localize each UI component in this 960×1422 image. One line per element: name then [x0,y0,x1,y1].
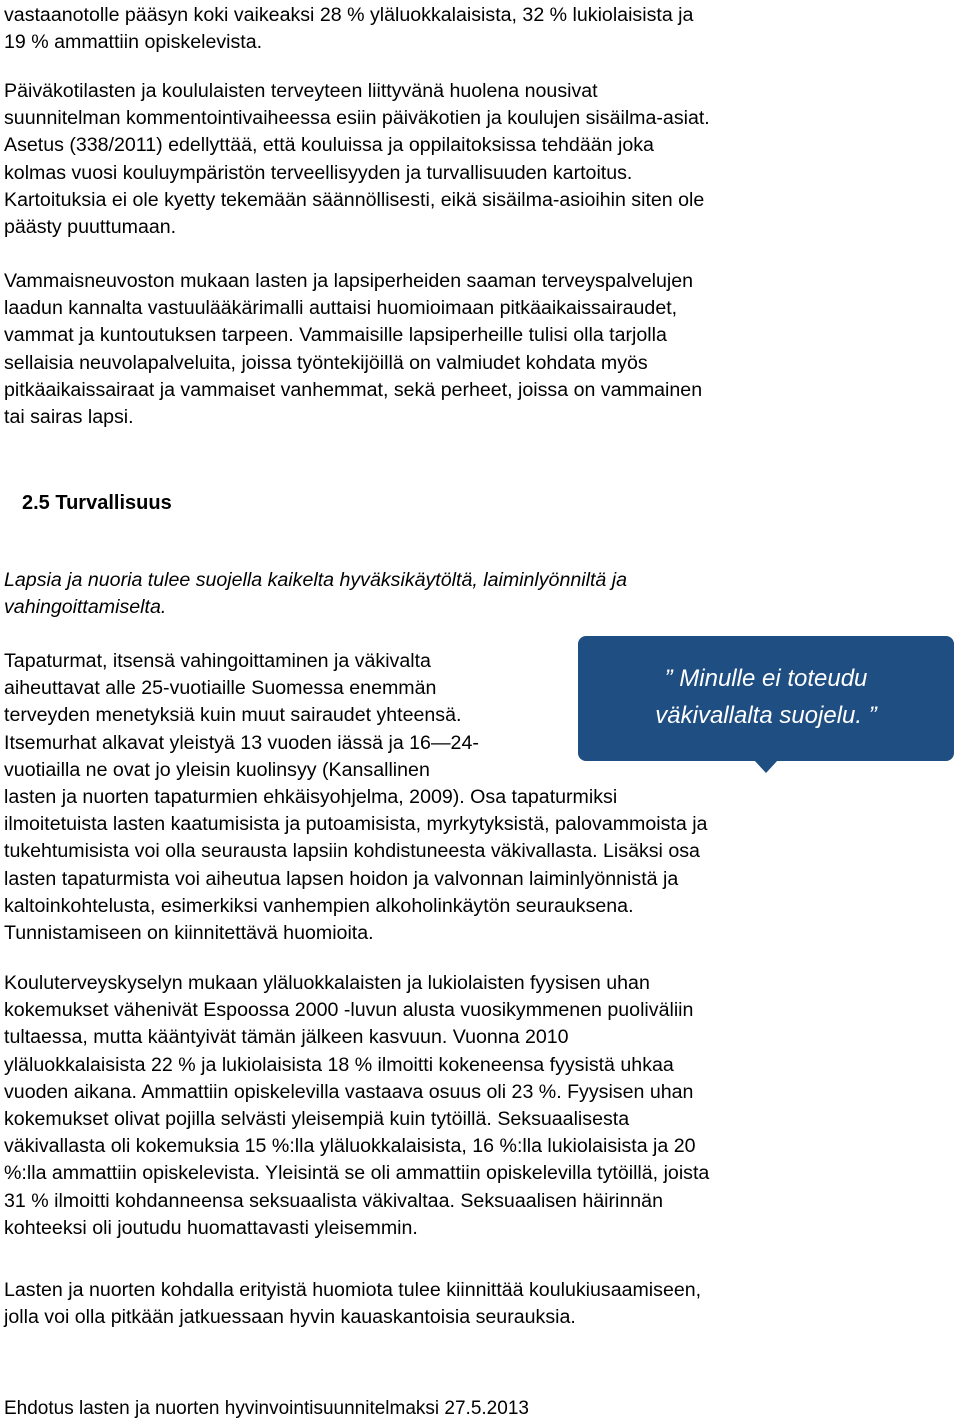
text-line: Tunnistamiseen on kiinnitettävä huomioita. [4,922,374,945]
text-line: päästy puuttumaan. [4,216,177,239]
text-line: ilmoitetuista lasten kaatumisista ja putoamisista, myrkytyksistä, palovammoista ja [4,813,708,836]
section-lead [4,567,627,621]
text-line: tukehtumisista voi olla seurausta lapsiin kohdistuneesta väkivallasta. Lisäksi osa [4,840,700,863]
text-line: vahingoittamiselta. [4,596,167,619]
text-line: suunnitelman kommentointivaiheessa esiin päiväkotien ja koulujen sisäilma-asiat. [4,107,710,130]
text-line: jolla voi olla pitkään jatkuessaan hyvin kauaskantoisia seurauksia. [4,1306,576,1329]
text-line: vammat ja kuntoutuksen tarpeen. Vammaisille lapsiperheille tulisi olla tarjolla [4,324,667,347]
paragraph-indoor-air [4,78,710,241]
text-line: kaltoinkohtelusta, esimerkiksi vanhempien alkoholinkäytön seurauksena. [4,894,634,917]
text-line: vuotiailla ne ovat jo yleisin kuolinsyy (Kansallinen [4,758,430,781]
text-line: Asetus (338/2011) edellyttää, että kouluissa ja oppilaitoksissa tehdään joka [4,134,654,157]
text-line: Kouluterveyskyselyn mukaan yläluokkalaisten ja lukiolaisten fyysisen uhan [4,972,650,994]
text-line: vastaanotolle pääsyn koki vaikeaksi 28 % yläluokkalaisista, 32 % lukiolaisista ja [4,4,694,26]
paragraph-disability-council [4,268,702,431]
text-line: sellaisia neuvolapalveluita, joissa työntekijöillä on valmiudet kohdata myös [4,351,648,374]
text-line: tai sairas lapsi. [4,406,134,429]
paragraph-bullying [4,1277,701,1331]
text-line: aiheuttavat alle 25-vuotiaille Suomessa enemmän [4,677,437,700]
text-line: kokemukset olivat pojilla selvästi yleisempiä kuin tytöillä. Seksuaalisesta [4,1108,630,1131]
text-line: Itsemurhat alkavat yleistyä 13 vuoden iässä ja 16—24- [4,731,479,754]
text-line: tultaessa, mutta kääntyivät tämän jälkeen kasvuun. Vuonna 2010 [4,1026,569,1049]
text-line: vuoden aikana. Ammattiin opiskelevilla vastaava osuus oli 23 %. Fyysisen uhan [4,1080,694,1103]
text-line: lasten ja nuorten tapaturmien ehkäisyohjelma, 2009). Osa tapaturmiksi [4,786,618,809]
text-line: 31 % ilmoitti kohdanneensa seksuaalista väkivaltaa. Seksuaalisen häirinnän [4,1189,663,1212]
text-line: 19 % ammattiin opiskelevista. [4,31,263,54]
text-line: Lasten ja nuorten kohdalla erityistä huomiota tulee kiinnittää koulukiusaamiseen, [4,1279,702,1301]
text-line: pitkäaikaissairaat ja vammaiset vanhemmat, sekä perheet, joissa on vammainen [4,378,703,401]
text-line: %:lla ammattiin opiskelevista. Yleisintä se oli ammattiin opiskelevilla tytöillä, joista [4,1162,710,1185]
text-line: terveyden menetyksiä kuin muut sairaudet yhteensä. [4,704,462,727]
text-line: kolmas vuosi kouluympäristön terveellisyyden ja turvallisuuden kartoitus. [4,161,633,184]
text-line: lasten tapaturmista voi aiheutua lapsen hoidon ja valvonnan laiminlyönnistä ja [4,867,679,890]
text-line: Vammaisneuvoston mukaan lasten ja lapsiperheiden saaman terveyspalvelujen [4,270,694,292]
page-footer: Ehdotus lasten ja nuorten hyvinvointisuunnitelmaksi 27.5.2013 [4,1398,529,1419]
text-line: kokemukset vähenivät Espoossa 2000 -luvun alusta vuosikymmenen puoliväliin [4,999,694,1022]
text-line: kohteeksi oli joutudu huomattavasti yleisemmin. [4,1216,418,1239]
text-line: Päiväkotilasten ja koululaisten terveyteen liittyvänä huolena nousivat [4,80,598,102]
text-line: Lapsia ja nuoria tulee suojella kaikelta hyväksikäytöltä, laiminlyönniltä ja [4,569,627,591]
section-heading: 2.5 Turvallisuus [22,492,172,514]
text-line: yläluokkalaisista 22 % ja lukiolaisista 18 % ilmoitti kokeneensa fyysistä uhkaa [4,1053,674,1076]
paragraph-accidents [4,648,707,947]
text-line: Tapaturmat, itsensä vahingoittaminen ja väkivalta [4,650,431,672]
text-line: väkivallasta oli kokemuksia 15 %:lla yläluokkalaisista, 16 %:lla lukiolaisista ja 20 [4,1135,696,1158]
paragraph-school-survey [4,970,709,1242]
pull-quote-line: väkivallalta suojelu. ” [655,702,877,729]
text-line: Kartoituksia ei ole kyetty tekemään säännöllisesti, eikä sisäilma-asioihin siten ole [4,188,705,211]
paragraph-waiting-time [4,2,693,56]
text-line: laadun kannalta vastuulääkärimalli auttaisi huomioimaan pitkäaikaissairaudet, [4,297,678,320]
pull-quote-line: ” Minulle ei toteudu [664,665,868,692]
